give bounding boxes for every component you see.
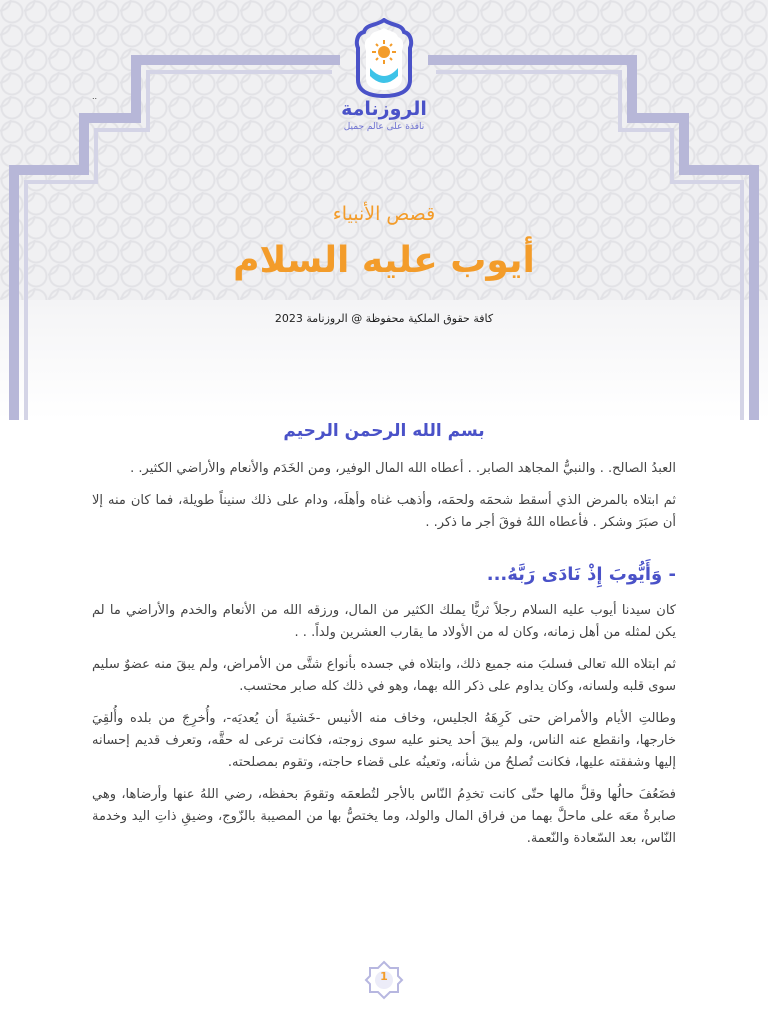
series-title: قصص الأنبياء [332, 203, 436, 225]
page-number: 1 [380, 970, 388, 983]
section-heading: - وَأَيُّوبَ إِذْ نَادَى رَبَّهُ... [486, 564, 676, 585]
article-body [92, 420, 676, 860]
page-title: أيوب عليه السلام [233, 240, 535, 281]
logo-tagline: نافذة على عالم جميل [343, 122, 425, 132]
stray-mark: .. [92, 92, 98, 101]
section-paragraph: كان سيدنا أيوب عليه السلام رجلاً ثريًّا يملك الكثير من المال، ورزقه الله من الأنعام والخدم والأراضي ما لم يكن لمثله من أهل زمانه، وكان له من الأولاد ما يقارب العشرين ولداً. . . [92, 603, 676, 640]
logo [332, 18, 436, 136]
logo-name: الروزنامة [341, 98, 427, 120]
section-paragraph: وطالتِ الأيام والأمراض حتى كَرِهَهُ الجليس، وخاف منه الأنيس -خَشيةَ أن يُعديَه-، وأُخرِجَ من بلده وأُلقِيَ خارجها، وانقطع عنه الناس، ولم يبقَ أحد يحنو عليه سوى زوجته، فكانت ترعى له حقَّه، وتعرف قديم إحسانه إليها وشفقته عليها، فكانت تُصلحُ من شأنه، وتعينُه على قضاء حاجته، وتقوم بمصلحته. [92, 711, 676, 770]
basmala-heading: بسم الله الرحمن الرحيم [283, 421, 485, 441]
section-paragraph: ثم ابتلاه الله تعالى فسلبَ منه جميع ذلك، وابتلاه في جسده بأنواع شتَّى من الأمراض، ولم يبقَ منه عضوٌ سليم سوى قلبه ولسانه، وكان يداوم على ذكر الله بهما، وهو في ذلك كله صابر محتسب. [92, 657, 676, 694]
intro-paragraph: العبدُ الصالح. . والنبيُّ المجاهد الصابر. . أعطاه الله المال الوفير، ومن الخَدَم والأنعام والأراضي الكثير. . [130, 461, 676, 476]
logo-emblem-icon [332, 18, 436, 98]
section-paragraph: فضَعُفَ حالُها وقلَّ مالها حتّى كانت تخدِمُ النّاس بالأجر لتُطعمَه وتقومَ بحفظه، رضي اللهُ عنها وأرضاها، وهي صابرةٌ معَه على ماحلَّ بهما من فراق المال والولد، وما يختصُّ بها من المصيبة بالزّوج، وضيقِ ذاتِ اليد وخدمة النّاس، بعد السّعادة والنّعمة. [92, 787, 676, 846]
page-number-badge [364, 960, 404, 1000]
intro-paragraph: ثم ابتلاه بالمرض الذي أسقط شحمَه ولحمَه، وأذهب غناه وأهلَه، ودام على ذلك سنيناً طويلة، فما كان منه إلا أن صبَرَ وشكر . فأعطاه اللهُ فوقَ أجر ما ذكر. . [92, 493, 676, 530]
copyright-notice: كافة حقوق الملكية محفوظة @ الروزنامة 2023 [274, 312, 494, 325]
